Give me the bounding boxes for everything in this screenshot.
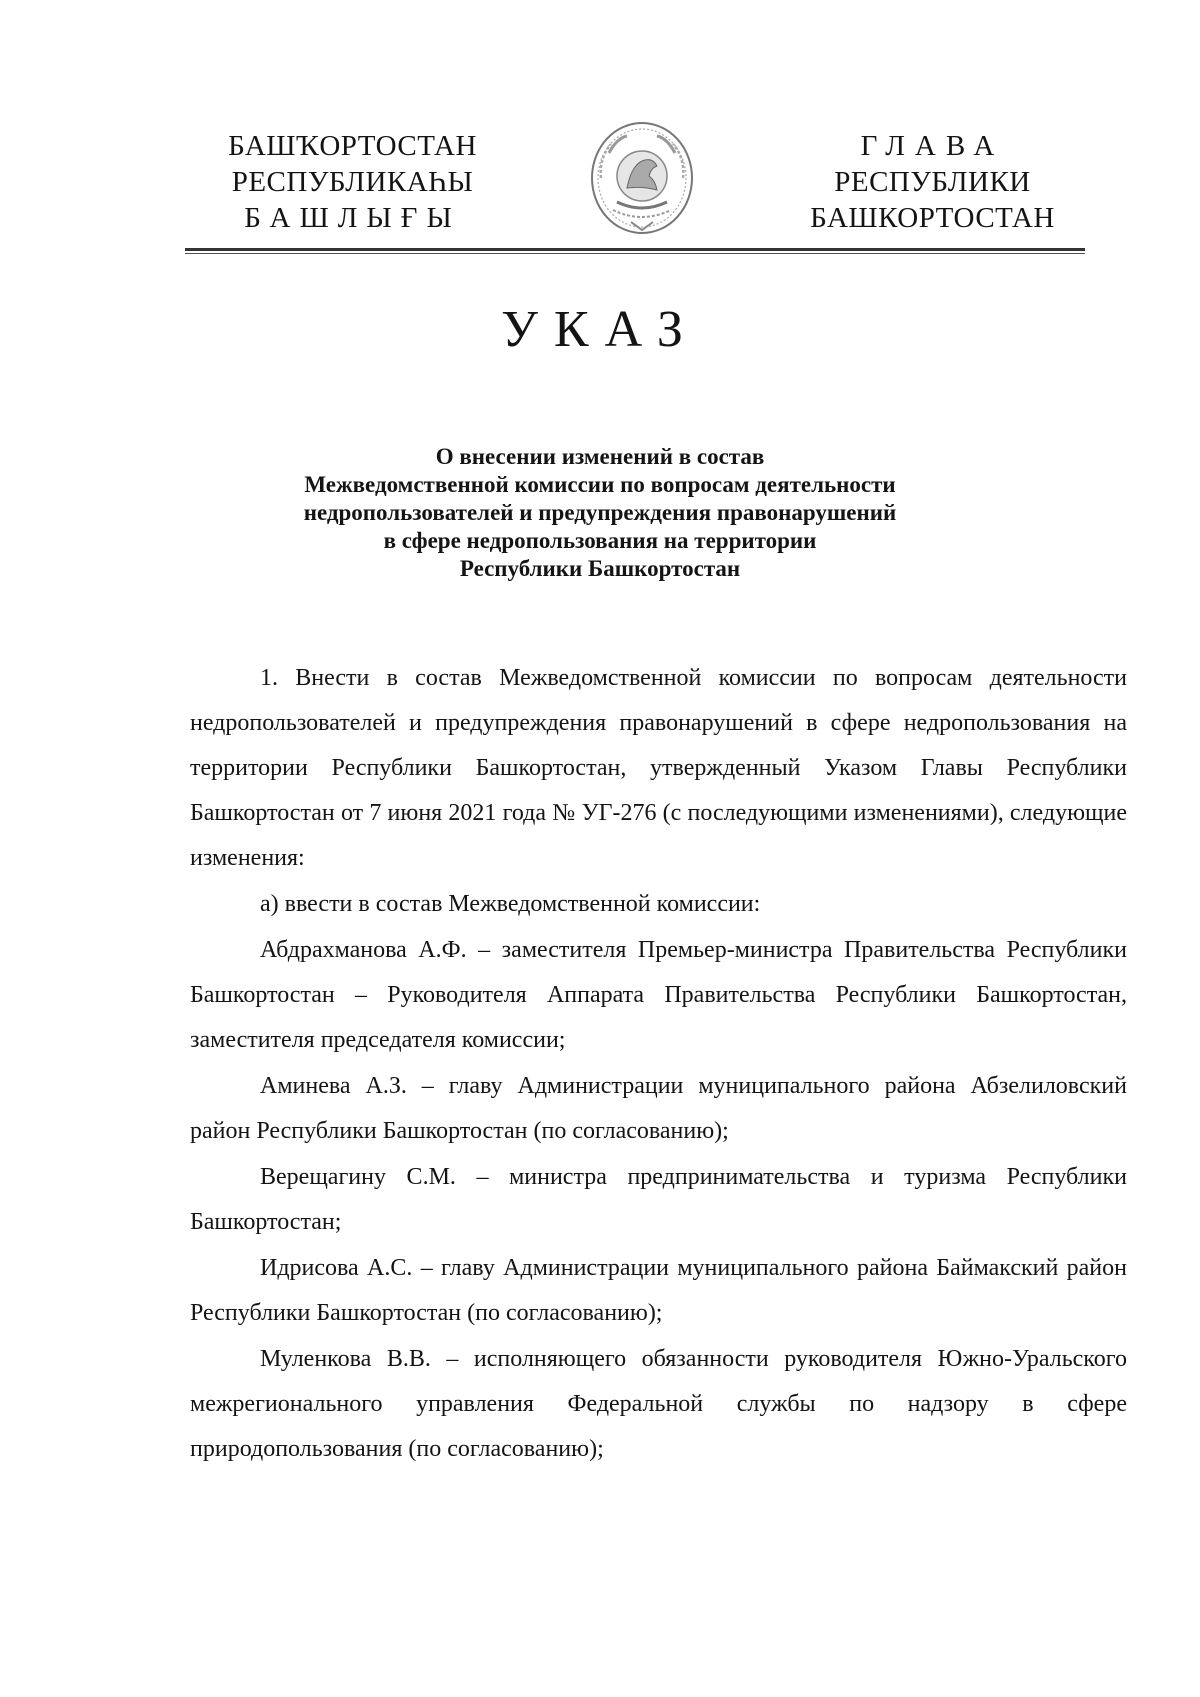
document-title-line-1: О внесении изменений в состав xyxy=(435,444,765,469)
member-entry-idrisov: Идрисова А.С. – главу Администрации муниципального района Баймакский район Республики Башкортостан (по согласованию); xyxy=(190,1255,1127,1326)
letterhead-russian-line-2: РЕСПУБЛИКИ xyxy=(834,166,1031,198)
letterhead-russian-title xyxy=(765,128,1100,236)
document-type-heading: УКАЗ xyxy=(501,301,699,358)
letterhead-divider-thin xyxy=(185,253,1085,254)
letterhead-bashkir-line-3: БАШЛЫҒЫ xyxy=(244,202,461,234)
paragraph-subitem-a: а) ввести в состав Межведомственной комиссии: xyxy=(260,891,761,917)
paragraph-item-1: 1. Внести в состав Межведомственной комиссии по вопросам деятельности недропользователей и предупреждения правонарушений в сфере недропользования на территории Республики Башкортостан, утвержденный Указом Главы Республики Башкортостан от 7 июня 2021 года № УГ-276 (с последующими изменениями), следующие изменения: xyxy=(190,665,1127,871)
letterhead-bashkir-line-2: РЕСПУБЛИКАҺЫ xyxy=(231,166,474,198)
letterhead-bashkir-title xyxy=(185,128,520,236)
member-entry-abdrakhmanov: Абдрахманова А.Ф. – заместителя Премьер-министра Правительства Республики Башкортостан – Руководителя Аппарата Правительства Республики Башкортостан, заместителя председателя комиссии; xyxy=(190,937,1127,1053)
coat-of-arms-icon xyxy=(587,118,697,236)
document-body xyxy=(190,656,1127,1473)
member-entry-vereshchagina: Верещагину С.М. – министра предпринимательства и туризма Республики Башкортостан; xyxy=(190,1164,1127,1235)
document-title-line-2: Межведомственной комиссии по вопросам деятельности xyxy=(304,472,896,497)
member-entry-mulenkov: Муленкова В.В. – исполняющего обязанности руководителя Южно-Уральского межрегионального управления Федеральной службы по надзору в сфере природопользования (по согласованию); xyxy=(190,1346,1127,1462)
letterhead-russian-line-1: ГЛАВА xyxy=(860,130,1005,162)
letterhead-russian-line-3: БАШКОРТОСТАН xyxy=(810,202,1055,234)
member-entry-aminev: Аминева А.З. – главу Администрации муниципального района Абзелиловский район Республики Башкортостан (по согласованию); xyxy=(190,1073,1127,1144)
letterhead-bashkir-line-1: БАШҠОРТОСТАН xyxy=(228,130,477,162)
document-title xyxy=(200,443,1000,583)
document-title-line-3: недропользователей и предупреждения правонарушений xyxy=(303,500,897,525)
document-title-line-5: Республики Башкортостан xyxy=(459,556,741,581)
letterhead-divider-thick xyxy=(185,248,1085,251)
document-title-line-4: в сфере недропользования на территории xyxy=(383,528,817,553)
letterhead xyxy=(185,128,1085,238)
